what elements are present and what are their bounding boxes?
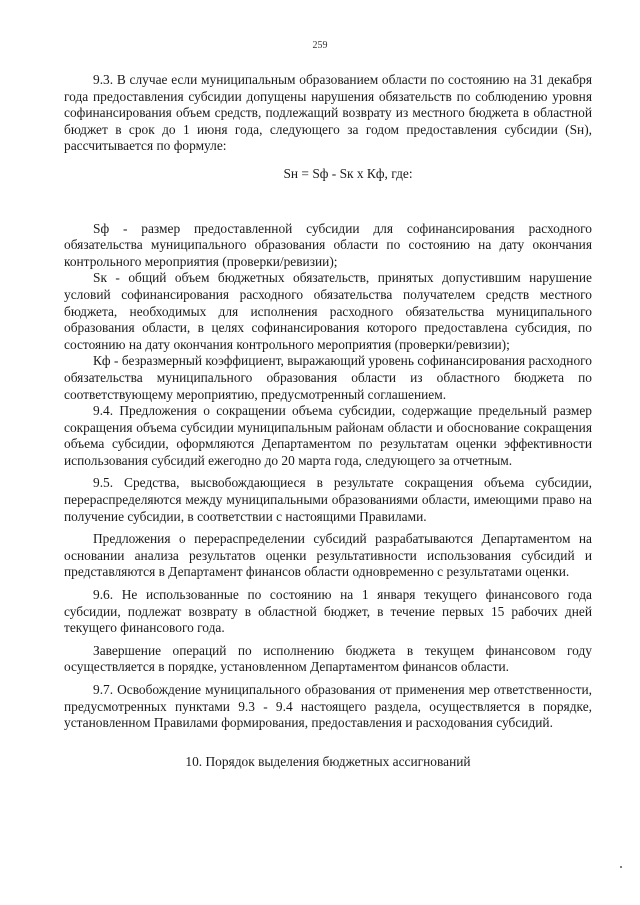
formula: Sн = Sф - Sк x Кф, где: bbox=[283, 165, 413, 181]
paragraph-9-5-proposals: Предложения о перераспределении субсидий разрабатываются Департаментом на основании анализа результатов оценки результативности использования субсидий и представляются в Департамент финансов области одновременно с результатами оценки. bbox=[64, 531, 592, 580]
section-heading: 10. Порядок выделения бюджетных ассигнований bbox=[185, 753, 471, 769]
paragraph-9-4: 9.4. Предложения о сокращении объема субсидии, содержащие предельный размер сокращения объема субсидии муниципальным районам области и обоснование сокращения объема субсидии, оформляются Департаментом по результатам оценки эффективности использования субсидий ежегодно до 20 марта года, следующего за отчетным. bbox=[64, 403, 592, 468]
paragraph-9-7: 9.7. Освобождение муниципального образования от применения мер ответственности, предусмотренных пунктами 9.3 - 9.4 настоящего раздела, осуществляется в порядке, установленном Правилами формирования, предоставления и расходования субсидий. bbox=[64, 682, 592, 731]
document-body bbox=[64, 72, 592, 770]
definition-kf: Кф - безразмерный коэффициент, выражающий уровень софинансирования расходного обязательства муниципального образования области из областного бюджета по соответствующему мероприятию, предусмотренный соглашением. bbox=[64, 353, 592, 402]
paragraph-9-3: 9.3. В случае если муниципальным образованием области по состоянию на 31 декабря года предоставления субсидии допущены нарушения обязательств по соблюдению уровня софинансирования объем средств, подлежащий возврату из местного бюджета в областной бюджет в срок до 1 июня года, следующего за годом предоставления субсидии (Sн), рассчитывается по формуле: bbox=[64, 72, 592, 154]
paragraph-9-6-completion: Завершение операций по исполнению бюджета в текущем финансовом году осуществляется в порядке, установленном Департаментом финансов области. bbox=[64, 642, 592, 675]
paragraph-9-6: 9.6. Не использованные по состоянию на 1 января текущего финансового года субсидии, подлежат возврату в областной бюджет, в течение первых 15 рабочих дней текущего финансового года. bbox=[64, 587, 592, 636]
paragraph-9-5: 9.5. Средства, высвобождающиеся в результате сокращения объема субсидии, перераспределяются между муниципальными образованиями области, имеющими право на получение субсидии, в соответствии с настоящими Правилами. bbox=[64, 475, 592, 524]
scan-speck bbox=[620, 866, 622, 868]
definition-sf: Sф - размер предоставленной субсидии для софинансирования расходного обязательства муниципального образования области по состоянию на дату окончания контрольного мероприятия (проверки/ревизии); bbox=[64, 220, 592, 269]
page-number: 259 bbox=[312, 40, 328, 51]
definition-sk: Sк - общий объем бюджетных обязательств, принятых допустившим нарушение условий софинансирования расходного обязательства получателем средств местного бюджета, необходимых для исполнения расходного обязательства муниципального образования области, в целях софинансирования которого предоставлена субсидия, по состоянию на дату окончания контрольного мероприятия (проверки/ревизии); bbox=[64, 270, 592, 352]
